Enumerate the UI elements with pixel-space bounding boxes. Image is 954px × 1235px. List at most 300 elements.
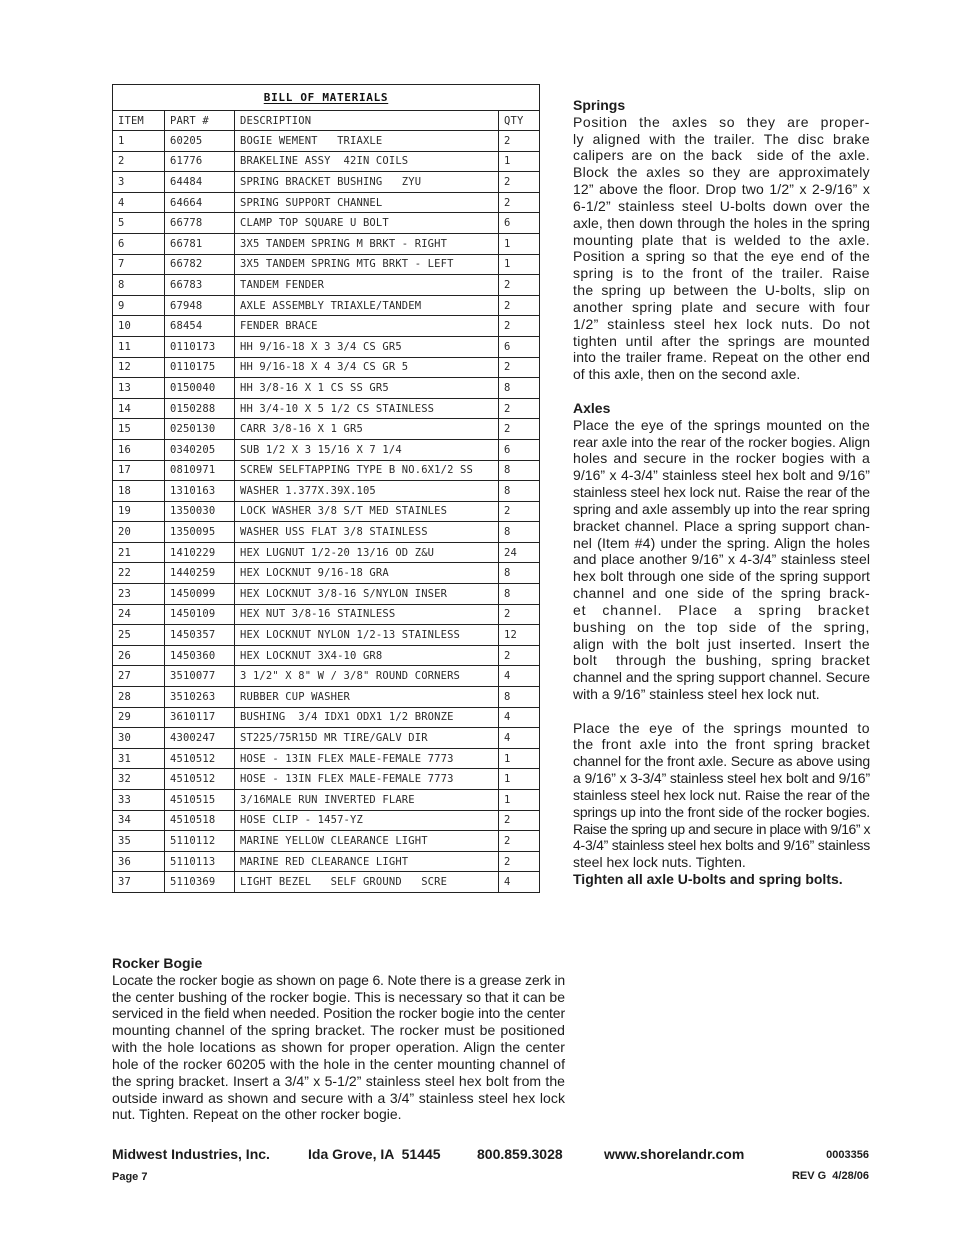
cell-description: RUBBER CUP WASHER [234, 687, 498, 707]
cell-part: 3510263 [164, 687, 234, 707]
table-row [113, 274, 539, 295]
cell-item: 21 [118, 546, 131, 559]
text-line-content: Place the eye of the springs mounted to [573, 719, 870, 736]
table-row [113, 171, 539, 192]
cell-description: TANDEM FENDER [234, 275, 498, 295]
text-line-content: and place another 9/16” x 4-3/4” stainless steel [573, 551, 870, 568]
cell-part: 4300247 [164, 728, 234, 748]
cell-item: 16 [118, 443, 131, 456]
text-line-content: ly aligned with the trailer. The disc brake [573, 130, 870, 147]
cell-qty: 4 [498, 728, 539, 748]
text-line [112, 1039, 565, 1056]
text-line [573, 299, 870, 316]
text-line-content: et channel. Place a spring bracket [573, 601, 870, 618]
text-line-content: 1/2” stainless steel hex lock nuts. Do not [573, 315, 870, 332]
cell-part: 1310163 [164, 481, 234, 501]
footer-address: Ida Grove, IA 51445 [308, 1146, 441, 1162]
cell-description: LIGHT BEZEL SELF GROUND SCRE [234, 872, 498, 892]
text-line-content: bushing on the top side of the spring, [573, 618, 870, 635]
cell-qty: 1 [498, 790, 539, 810]
table-header-row [113, 110, 539, 130]
cell-description: CARR 3/8-16 X 1 GR5 [234, 419, 498, 439]
table-row [113, 212, 539, 233]
cell-description: WASHER USS FLAT 3/8 STAINLESS [234, 522, 498, 542]
text-line-content: align with the bolt just inserted. Insert the [573, 635, 870, 652]
cell-qty: 8 [498, 378, 539, 398]
cell-qty: 8 [498, 522, 539, 542]
cell-part: 66778 [164, 213, 234, 233]
text-line-content: bolt through the bushing, spring bracket [573, 652, 870, 669]
text-line [573, 619, 870, 636]
table-row [113, 727, 539, 748]
text-line [573, 114, 870, 131]
cell-item: 6 [118, 237, 125, 250]
cell-qty: 2 [498, 316, 539, 336]
text-line [573, 232, 870, 249]
text-line-content: a 9/16” x 3-3/4” stainless steel hex bolt and 9/16” [573, 770, 870, 787]
text-line-content: channel and the spring support channel. Secure [573, 669, 870, 686]
text-line-content: bracket channel. Place a spring support chan- [573, 517, 870, 534]
front-axle-paragraph [573, 720, 870, 871]
table-row [113, 460, 539, 481]
cell-item: 29 [118, 711, 131, 724]
text-line-content: into the trailer frame. Repeat on the other end [573, 349, 870, 366]
springs-paragraph [573, 114, 870, 383]
text-line [573, 636, 870, 653]
cell-description: AXLE ASSEMBLY TRIAXLE/TANDEM [234, 296, 498, 316]
text-line [573, 585, 870, 602]
text-line-content: channel and one side of the spring brack- [573, 585, 870, 602]
table-title: BILL OF MATERIALS [263, 91, 389, 104]
page-number: Page 7 [112, 1171, 148, 1183]
text-line-content: another spring plate and secure with four [573, 298, 870, 315]
cell-part: 1450099 [164, 584, 234, 604]
table-row [113, 789, 539, 810]
table-row [113, 686, 539, 707]
text-line-content: spring is to the front of the trailer. Raise [573, 265, 870, 282]
text-line-content: the spring up between the U-bolts, slip on [573, 282, 870, 299]
footer-phone: 800.859.3028 [477, 1146, 563, 1162]
cell-description: HOSE - 13IN FLEX MALE-FEMALE 7773 [234, 749, 498, 769]
cell-part: 5110113 [164, 852, 234, 872]
text-line [573, 215, 870, 232]
text-line [573, 316, 870, 333]
cell-item: 10 [118, 320, 131, 333]
cell-part: 0340205 [164, 440, 234, 460]
text-line-content: mounting plate that is welded to the axle. [573, 231, 870, 248]
cell-description: LOCK WASHER 3/8 S/T MED STAINLES [234, 502, 498, 522]
cell-part: 0110173 [164, 337, 234, 357]
text-line [573, 770, 870, 787]
cell-item: 12 [118, 361, 131, 374]
text-line-content: 4-3/4” stainless steel hex bolts and 9/16” stainless [573, 837, 870, 854]
text-line-content: 6-1/2” stainless steel U-bolts down over the [573, 197, 870, 214]
cell-item: 37 [118, 876, 131, 889]
table-row [113, 871, 539, 892]
text-line-content: serviced in the field when needed. Position the rocker bogie into the center [112, 1005, 565, 1022]
text-line [573, 787, 870, 804]
text-line [573, 602, 870, 619]
cell-item: 27 [118, 670, 131, 683]
text-line [573, 147, 870, 164]
table-row [113, 418, 539, 439]
cell-item: 25 [118, 629, 131, 642]
table-row [113, 583, 539, 604]
table-row [113, 768, 539, 789]
cell-part: 1450357 [164, 625, 234, 645]
cell-part: 0250130 [164, 419, 234, 439]
text-line [573, 434, 870, 451]
table-row [113, 398, 539, 419]
text-line [573, 333, 870, 350]
table-row [113, 645, 539, 666]
table-row [113, 665, 539, 686]
axles-heading: Axles [573, 399, 611, 416]
cell-qty: 2 [498, 811, 539, 831]
cell-description: BRAKELINE ASSY 42IN COILS [234, 152, 498, 172]
cell-item: 34 [118, 814, 131, 827]
cell-qty: 12 [498, 625, 539, 645]
cell-item: 30 [118, 732, 131, 745]
cell-description: HEX LUGNUT 1/2-20 13/16 OD Z&U [234, 543, 498, 563]
text-line-content: the spring bracket. Insert a 3/4” x 5-1/2” stainless steel hex bolt from the [112, 1072, 565, 1089]
cell-item: 8 [118, 278, 125, 291]
cell-description: 3X5 TANDEM SPRING MTG BRKT - LEFT [234, 255, 498, 275]
cell-item: 3 [118, 175, 125, 188]
cell-part: 1450360 [164, 646, 234, 666]
table-row [113, 233, 539, 254]
cell-item: 23 [118, 587, 131, 600]
cell-qty: 1 [498, 152, 539, 172]
text-line [573, 198, 870, 215]
text-line [112, 972, 565, 989]
text-line [573, 248, 870, 265]
table-row [113, 501, 539, 522]
text-line-content: Place the eye of the springs mounted on the [573, 416, 870, 433]
text-line-content: hole of the rocker 60205 with the hole in the center mounting channel of [112, 1055, 565, 1072]
cell-qty: 2 [498, 275, 539, 295]
text-line-content: channel for the front axle. Secure as above using [573, 753, 870, 770]
cell-description: WASHER 1.377X.39X.105 [234, 481, 498, 501]
cell-item: 18 [118, 484, 131, 497]
cell-qty: 2 [498, 852, 539, 872]
cell-part: 64484 [164, 172, 234, 192]
table-row [113, 295, 539, 316]
text-line [112, 1022, 565, 1039]
text-line-content: outside inward as shown and secure with a 3/4” stainless steel hex lock [112, 1089, 565, 1106]
cell-part: 4510518 [164, 811, 234, 831]
cell-description: BOGIE WEMENT TRIAXLE [234, 131, 498, 151]
text-line [573, 265, 870, 282]
cell-item: 2 [118, 155, 125, 168]
table-row [113, 562, 539, 583]
column-header-part: PART # [164, 111, 234, 130]
cell-qty: 4 [498, 666, 539, 686]
text-line-content: mounting channel of the spring bracket. The rocker must be positioned [112, 1022, 565, 1039]
text-line-content: rear axle into the rear of the rocker bogies. Align [573, 433, 870, 450]
paragraph-spacer [573, 703, 870, 720]
cell-description: FENDER BRACE [234, 316, 498, 336]
cell-item: 11 [118, 340, 131, 353]
text-line-content: springs up into the front side of the rocker bogies. [573, 803, 870, 820]
cell-qty: 2 [498, 193, 539, 213]
cell-part: 66782 [164, 255, 234, 275]
text-line [573, 164, 870, 181]
cell-qty: 2 [498, 296, 539, 316]
rocker-bogie-heading: Rocker Bogie [112, 955, 203, 971]
text-line [573, 349, 870, 366]
text-line-content: the front axle into the front spring bracket [573, 736, 870, 753]
cell-description: HEX LOCKNUT 9/16-18 GRA [234, 563, 498, 583]
cell-item: 5 [118, 217, 125, 230]
text-line-content: calipers are on the back side of the axle. [573, 147, 870, 164]
cell-item: 36 [118, 855, 131, 868]
cell-qty: 4 [498, 708, 539, 728]
text-line [573, 366, 870, 383]
text-line [573, 736, 870, 753]
text-line-content: tighten until after the springs are mounted [573, 332, 870, 349]
cell-item: 32 [118, 773, 131, 786]
cell-qty: 2 [498, 399, 539, 419]
cell-part: 5110112 [164, 831, 234, 851]
cell-description: HEX NUT 3/8-16 STAINLESS [234, 605, 498, 625]
cell-part: 3510077 [164, 666, 234, 686]
cell-qty: 2 [498, 646, 539, 666]
cell-item: 22 [118, 567, 131, 580]
footer-website: www.shorelandr.com [604, 1146, 745, 1162]
cell-item: 1 [118, 134, 125, 147]
table-row [113, 439, 539, 460]
cell-qty: 1 [498, 255, 539, 275]
table-row [113, 810, 539, 831]
text-line-content: steel hex lock nuts. Tighten. [573, 854, 746, 871]
cell-description: 3 1/2" X 8" W / 3/8" ROUND CORNERS [234, 666, 498, 686]
table-row [113, 336, 539, 357]
cell-item: 35 [118, 834, 131, 847]
text-line-content: Raise the spring up and secure in place with 9/16” x [573, 820, 870, 837]
bill-of-materials-table [112, 84, 540, 893]
cell-part: 0150288 [164, 399, 234, 419]
text-line [112, 1005, 565, 1022]
rocker-bogie-paragraph [112, 972, 565, 1123]
cell-part: 0110175 [164, 358, 234, 378]
cell-item: 19 [118, 505, 131, 518]
cell-item: 28 [118, 690, 131, 703]
text-line [573, 181, 870, 198]
axles-paragraph [573, 417, 870, 703]
cell-qty: 6 [498, 440, 539, 460]
cell-description: HEX LOCKNUT 3/8-16 S/NYLON INSER [234, 584, 498, 604]
text-line [573, 652, 870, 669]
footer-company: Midwest Industries, Inc. [112, 1146, 270, 1162]
cell-qty: 2 [498, 172, 539, 192]
text-line-content: the center bushing of the rocker bogie. This is necessary so that it can be [112, 988, 565, 1005]
cell-part: 66781 [164, 234, 234, 254]
cell-qty: 1 [498, 769, 539, 789]
text-line [112, 1073, 565, 1090]
text-line-content: Locate the rocker bogie as shown on page 6. Note there is a grease zerk in [112, 971, 565, 988]
text-line [573, 669, 870, 686]
cell-description: ST225/75R15D MR TIRE/GALV DIR [234, 728, 498, 748]
text-line-content: spring and axle assembly up into the rear spring [573, 500, 870, 517]
text-line [573, 686, 870, 703]
cell-part: 3610117 [164, 708, 234, 728]
cell-description: HOSE CLIP - 1457-YZ [234, 811, 498, 831]
text-line-content: nel (Item #4) under the spring. Align the holes [573, 534, 870, 551]
text-line-content: of this axle, then on the second axle. [573, 366, 801, 383]
closing-instruction: Tighten all axle U-bolts and spring bolts. [573, 871, 843, 888]
cell-part: 1350095 [164, 522, 234, 542]
table-row [113, 130, 539, 151]
text-line [112, 1106, 565, 1123]
cell-part: 68454 [164, 316, 234, 336]
text-line [573, 484, 870, 501]
cell-qty: 8 [498, 584, 539, 604]
text-line-content: hex bolt through one side of the spring support [573, 568, 870, 585]
cell-description: CLAMP TOP SQUARE U BOLT [234, 213, 498, 233]
cell-description: SPRING SUPPORT CHANNEL [234, 193, 498, 213]
cell-part: 64664 [164, 193, 234, 213]
cell-item: 14 [118, 402, 131, 415]
cell-part: 67948 [164, 296, 234, 316]
cell-part: 0810971 [164, 461, 234, 481]
text-line [573, 282, 870, 299]
cell-qty: 2 [498, 502, 539, 522]
cell-description: HH 3/4-10 X 5 1/2 CS STAINLESS [234, 399, 498, 419]
text-line-content: axle, then down through the holes in the spring [573, 214, 870, 231]
cell-description: BUSHING 3/4 IDX1 ODX1 1/2 BRONZE [234, 708, 498, 728]
table-row [113, 377, 539, 398]
cell-qty: 2 [498, 358, 539, 378]
text-line [573, 450, 870, 467]
cell-part: 4510512 [164, 769, 234, 789]
cell-part: 61776 [164, 152, 234, 172]
cell-qty: 6 [498, 337, 539, 357]
table-row [113, 357, 539, 378]
cell-item: 17 [118, 464, 131, 477]
cell-description: MARINE YELLOW CLEARANCE LIGHT [234, 831, 498, 851]
cell-part: 60205 [164, 131, 234, 151]
cell-qty: 24 [498, 543, 539, 563]
text-line [573, 535, 870, 552]
cell-part: 4510515 [164, 790, 234, 810]
text-line-content: with the hole locations as shown for proper operation. Align the center [112, 1039, 565, 1056]
text-line [573, 854, 870, 871]
text-line [573, 720, 870, 737]
column-header-qty: QTY [498, 111, 539, 130]
text-line [573, 753, 870, 770]
table-row [113, 707, 539, 728]
text-line [112, 1090, 565, 1107]
cell-description: SPRING BRACKET BUSHING ZYU [234, 172, 498, 192]
cell-qty: 2 [498, 605, 539, 625]
text-line [112, 989, 565, 1006]
cell-qty: 8 [498, 461, 539, 481]
text-line [573, 467, 870, 484]
cell-qty: 6 [498, 213, 539, 233]
cell-item: 26 [118, 649, 131, 662]
revision: REV G 4/28/06 [791, 1170, 869, 1182]
table-row [113, 604, 539, 625]
cell-part: 4510512 [164, 749, 234, 769]
paragraph-spacer [573, 383, 870, 400]
cell-qty: 2 [498, 419, 539, 439]
text-line [112, 1056, 565, 1073]
cell-qty: 1 [498, 234, 539, 254]
text-line-content: with a 9/16” stainless steel hex lock nut. [573, 685, 820, 702]
cell-item: 33 [118, 793, 131, 806]
cell-description: SCREW SELFTAPPING TYPE B NO.6X1/2 SS [234, 461, 498, 481]
cell-part: 66783 [164, 275, 234, 295]
cell-description: HEX LOCKNUT NYLON 1/2-13 STAINLESS [234, 625, 498, 645]
text-line [573, 417, 870, 434]
cell-qty: 2 [498, 131, 539, 151]
table-row [113, 851, 539, 872]
cell-description: HH 9/16-18 X 4 3/4 CS GR 5 [234, 358, 498, 378]
text-line [573, 837, 870, 854]
cell-description: MARINE RED CLEARANCE LIGHT [234, 852, 498, 872]
table-row [113, 748, 539, 769]
rocker-bogie-section [112, 955, 565, 1123]
text-line-content: Position a spring so that the eye end of the [573, 248, 870, 265]
cell-description: SUB 1/2 X 3 15/16 X 7 1/4 [234, 440, 498, 460]
cell-item: 4 [118, 196, 125, 209]
text-line-content: 12” above the floor. Drop two 1/2” x 2-9/16” x [573, 181, 870, 198]
cell-part: 1350030 [164, 502, 234, 522]
text-line-content: holes and secure in the rocker bogies with a [573, 450, 870, 467]
table-row [113, 151, 539, 172]
text-line-content: stainless steel hex lock nut. Raise the rear of the [573, 786, 870, 803]
table-row [113, 624, 539, 645]
cell-qty: 8 [498, 563, 539, 583]
cell-part: 1450109 [164, 605, 234, 625]
cell-description: 3X5 TANDEM SPRING M BRKT - RIGHT [234, 234, 498, 254]
text-line [573, 821, 870, 838]
table-row [113, 521, 539, 542]
document-number: 0003356 [826, 1149, 869, 1161]
cell-qty: 1 [498, 749, 539, 769]
text-line [573, 501, 870, 518]
cell-part: 1410229 [164, 543, 234, 563]
cell-description: HEX LOCKNUT 3X4-10 GR8 [234, 646, 498, 666]
cell-part: 1440259 [164, 563, 234, 583]
right-column [573, 97, 870, 888]
cell-item: 15 [118, 423, 131, 436]
text-line [573, 568, 870, 585]
springs-heading: Springs [573, 97, 626, 113]
cell-description: 3/16MALE RUN INVERTED FLARE [234, 790, 498, 810]
cell-part: 0150040 [164, 378, 234, 398]
table-row [113, 254, 539, 275]
text-line [573, 551, 870, 568]
column-header-item: ITEM [118, 114, 144, 127]
text-line-content: stainless steel hex lock nut. Raise the rear of the [573, 484, 870, 501]
cell-qty: 8 [498, 481, 539, 501]
text-line-content: 9/16” x 4-3/4” stainless steel hex bolt and 9/16” [573, 467, 870, 484]
column-header-description: DESCRIPTION [234, 111, 498, 130]
table-row [113, 315, 539, 336]
cell-item: 9 [118, 299, 125, 312]
cell-item: 24 [118, 608, 131, 621]
text-line [573, 804, 870, 821]
text-line-content: nut. Tighten. Repeat on the other rocker bogie. [112, 1106, 402, 1123]
cell-qty: 2 [498, 831, 539, 851]
cell-item: 20 [118, 526, 131, 539]
text-line [573, 518, 870, 535]
cell-description: HH 9/16-18 X 3 3/4 CS GR5 [234, 337, 498, 357]
cell-item: 31 [118, 752, 131, 765]
cell-qty: 8 [498, 687, 539, 707]
